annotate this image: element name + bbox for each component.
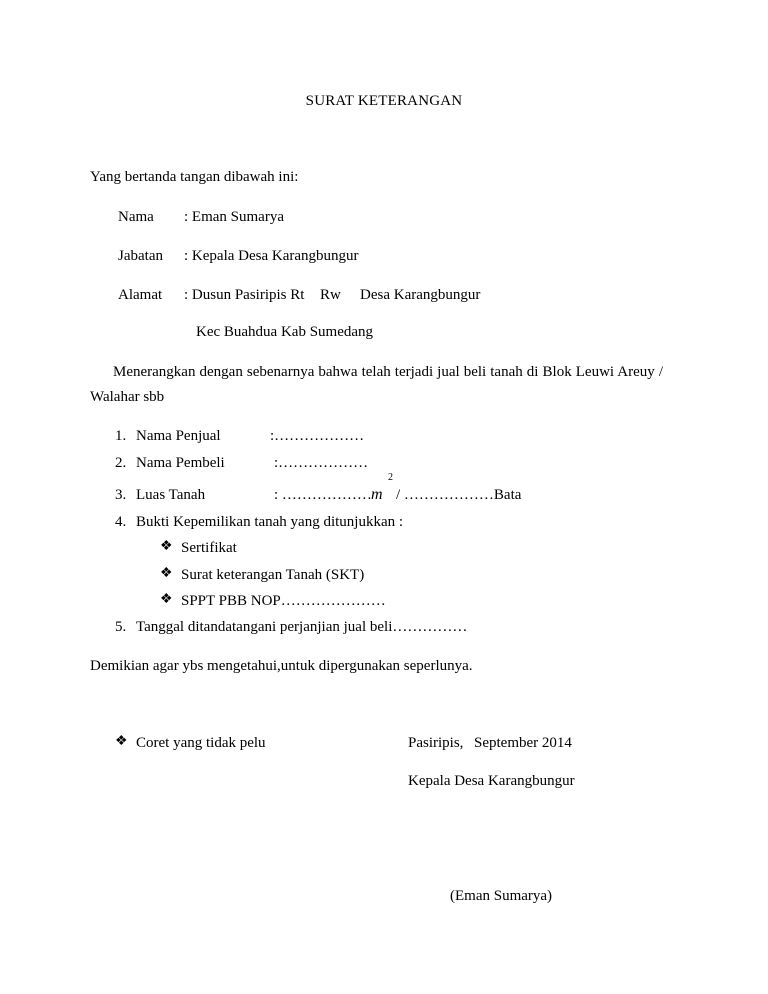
alamat-desa: Desa Karangbungur [360,287,481,303]
signatory-name: (Eman Sumarya) [450,888,553,904]
alamat-line2: Kec Buahdua Kab Sumedang [196,324,374,340]
item-1-value: :……………… [270,428,365,444]
nama-value: : Eman Sumarya [184,209,284,225]
note-text: Coret yang tidak pelu [136,735,266,751]
diamond-bullet-icon: ❖ [115,734,128,749]
item-3-unit: m [371,486,383,503]
sub-item-sertifikat: Sertifikat [181,540,237,556]
alamat-line1: : Dusun Pasiripis Rt [184,287,305,303]
item-1-label: Nama Penjual [136,428,221,444]
sub-item-sppt: SPPT PBB NOP………………… [181,593,386,609]
sub-item-skt: Surat keterangan Tanah (SKT) [181,567,365,583]
item-1-number: 1. [115,428,127,444]
jabatan-label: Jabatan [118,248,163,264]
alamat-rw: Rw [320,287,341,303]
item-4-number: 4. [115,514,127,530]
closing-text: Demikian agar ybs mengetahui,untuk dipergunakan seperlunya. [90,658,473,674]
item-5-label: Tanggal ditandatangani perjanjian jual beli…………… [136,619,468,635]
item-3-rest: / ………………Bata [396,487,522,503]
jabatan-value: : Kepala Desa Karangbungur [184,248,359,264]
nama-label: Nama [118,209,154,225]
item-4-label: Bukti Kepemilikan tanah yang ditunjukkan : [136,514,404,530]
diamond-bullet-icon: ❖ [160,539,173,554]
signature-place: Pasiripis, [408,735,464,751]
item-3-label: Luas Tanah [136,487,206,503]
signature-position: Kepala Desa Karangbungur [408,773,575,789]
item-3-superscript: 2 [388,472,393,483]
diamond-bullet-icon: ❖ [160,566,173,581]
document-title: SURAT KETERANGAN [305,93,463,109]
statement-line2: Walahar sbb [90,389,165,405]
alamat-label: Alamat [118,287,163,303]
item-5-number: 5. [115,619,127,635]
item-2-label: Nama Pembeli [136,455,225,471]
signature-date: September 2014 [474,735,572,751]
item-3-value: : ……………… [274,487,372,503]
diamond-bullet-icon: ❖ [160,592,173,607]
item-2-number: 2. [115,455,127,471]
item-3-number: 3. [115,487,127,503]
statement-line1: Menerangkan dengan sebenarnya bahwa telah terjadi jual beli tanah di Blok Leuwi Areuy / [113,364,663,380]
intro-text: Yang bertanda tangan dibawah ini: [90,169,299,185]
item-2-value: :……………… [274,455,369,471]
